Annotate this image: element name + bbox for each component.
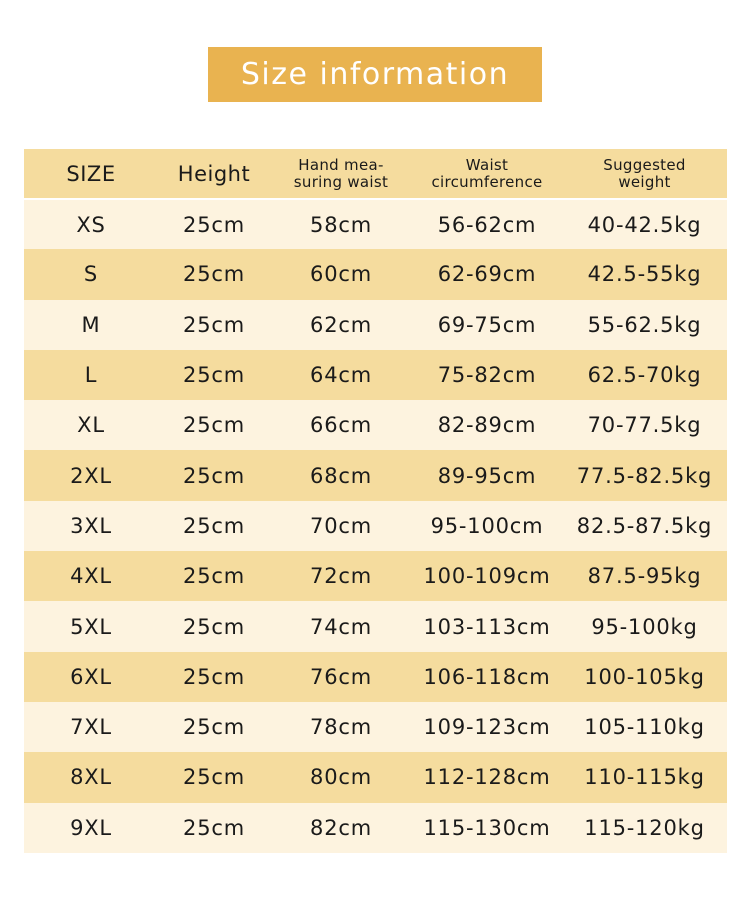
weight-cell: 77.5-82.5kg [576, 463, 713, 488]
size-cell: 6XL [70, 664, 112, 689]
weight-cell: 115-120kg [584, 815, 705, 840]
height-cell: 25cm [183, 262, 245, 287]
hand-waist-cell: 68cm [310, 463, 372, 488]
hand-waist-cell: 66cm [310, 413, 372, 438]
size-cell: 5XL [70, 614, 112, 639]
hand-waist-cell: 70cm [310, 513, 372, 538]
header-hand-waist [270, 149, 412, 199]
table-body [24, 199, 727, 853]
height-cell: 25cm [183, 715, 245, 740]
hand-waist-cell: 64cm [310, 363, 372, 388]
header-weight-line2: weight [618, 172, 671, 191]
weight-cell: 95-100kg [591, 614, 698, 639]
height-cell: 25cm [183, 564, 245, 589]
height-cell: 25cm [183, 815, 245, 840]
height-cell: 25cm [183, 513, 245, 538]
size-cell: L [84, 363, 98, 388]
table-row [24, 350, 727, 400]
waist-cell: 69-75cm [437, 312, 537, 337]
waist-cell: 115-130cm [423, 815, 551, 840]
waist-cell: 100-109cm [423, 564, 551, 589]
waist-cell: 82-89cm [437, 413, 537, 438]
size-cell: 2XL [70, 463, 112, 488]
weight-cell: 62.5-70kg [587, 363, 702, 388]
waist-cell: 103-113cm [423, 614, 551, 639]
weight-cell: 100-105kg [584, 664, 705, 689]
hand-waist-cell: 60cm [310, 262, 372, 287]
waist-cell: 112-128cm [423, 765, 551, 790]
hand-waist-cell: 76cm [310, 664, 372, 689]
header-size: SIZE [66, 161, 116, 186]
hand-waist-cell: 74cm [310, 614, 372, 639]
table-row [24, 249, 727, 299]
hand-waist-cell: 72cm [310, 564, 372, 589]
table-row [24, 601, 727, 651]
waist-cell: 56-62cm [412, 199, 562, 249]
size-cell: 3XL [70, 513, 112, 538]
table-row [24, 551, 727, 601]
size-table [24, 149, 727, 853]
table-row [24, 501, 727, 551]
hand-waist-cell: 80cm [310, 765, 372, 790]
height-cell: 25cm [183, 413, 245, 438]
size-cell: S [83, 262, 99, 287]
weight-cell: 42.5-55kg [587, 262, 702, 287]
header-hand-waist-line2: suring waist [293, 172, 389, 191]
size-cell: XL [77, 413, 105, 438]
height-cell: 25cm [183, 312, 245, 337]
header-weight-line1: Suggested [603, 155, 686, 174]
size-cell: M [81, 312, 101, 337]
page-title: Size information [240, 57, 510, 92]
header-height: Height [177, 161, 251, 186]
header-hand-waist-line1: Hand mea- [298, 155, 384, 174]
size-cell: XS [24, 199, 158, 249]
weight-cell: 82.5-87.5kg [576, 513, 713, 538]
table-row [24, 803, 727, 853]
weight-cell: 105-110kg [584, 715, 705, 740]
hand-waist-cell: 78cm [310, 715, 372, 740]
header-waist [412, 149, 562, 199]
weight-cell: 40-42.5kg [562, 199, 727, 249]
weight-cell: 70-77.5kg [587, 413, 702, 438]
table-row [24, 300, 727, 350]
table-row [24, 702, 727, 752]
waist-cell: 106-118cm [423, 664, 551, 689]
height-cell: 25cm [183, 765, 245, 790]
waist-cell: 89-95cm [437, 463, 537, 488]
height-cell: 25cm [183, 363, 245, 388]
hand-waist-cell: 58cm [270, 199, 412, 249]
size-cell: 9XL [70, 815, 112, 840]
waist-cell: 75-82cm [437, 363, 537, 388]
height-cell: 25cm [183, 614, 245, 639]
hand-waist-cell: 82cm [310, 815, 372, 840]
weight-cell: 110-115kg [584, 765, 705, 790]
size-cell: 7XL [70, 715, 112, 740]
waist-cell: 109-123cm [423, 715, 551, 740]
table-row [24, 450, 727, 500]
header-waist-line2: circumference [431, 172, 543, 191]
waist-cell: 62-69cm [437, 262, 537, 287]
table-row [24, 752, 727, 802]
table-row [24, 652, 727, 702]
header-weight [562, 149, 727, 199]
size-cell: 4XL [70, 564, 112, 589]
table-header-row [24, 149, 727, 199]
title-banner [208, 47, 542, 102]
waist-cell: 95-100cm [430, 513, 544, 538]
height-cell: 25cm [183, 463, 245, 488]
weight-cell: 55-62.5kg [587, 312, 702, 337]
header-waist-line1: Waist [465, 155, 509, 174]
table-row [24, 199, 727, 249]
hand-waist-cell: 62cm [310, 312, 372, 337]
height-cell: 25cm [183, 664, 245, 689]
size-cell: 8XL [70, 765, 112, 790]
weight-cell: 87.5-95kg [587, 564, 702, 589]
table-row [24, 400, 727, 450]
height-cell: 25cm [158, 199, 270, 249]
